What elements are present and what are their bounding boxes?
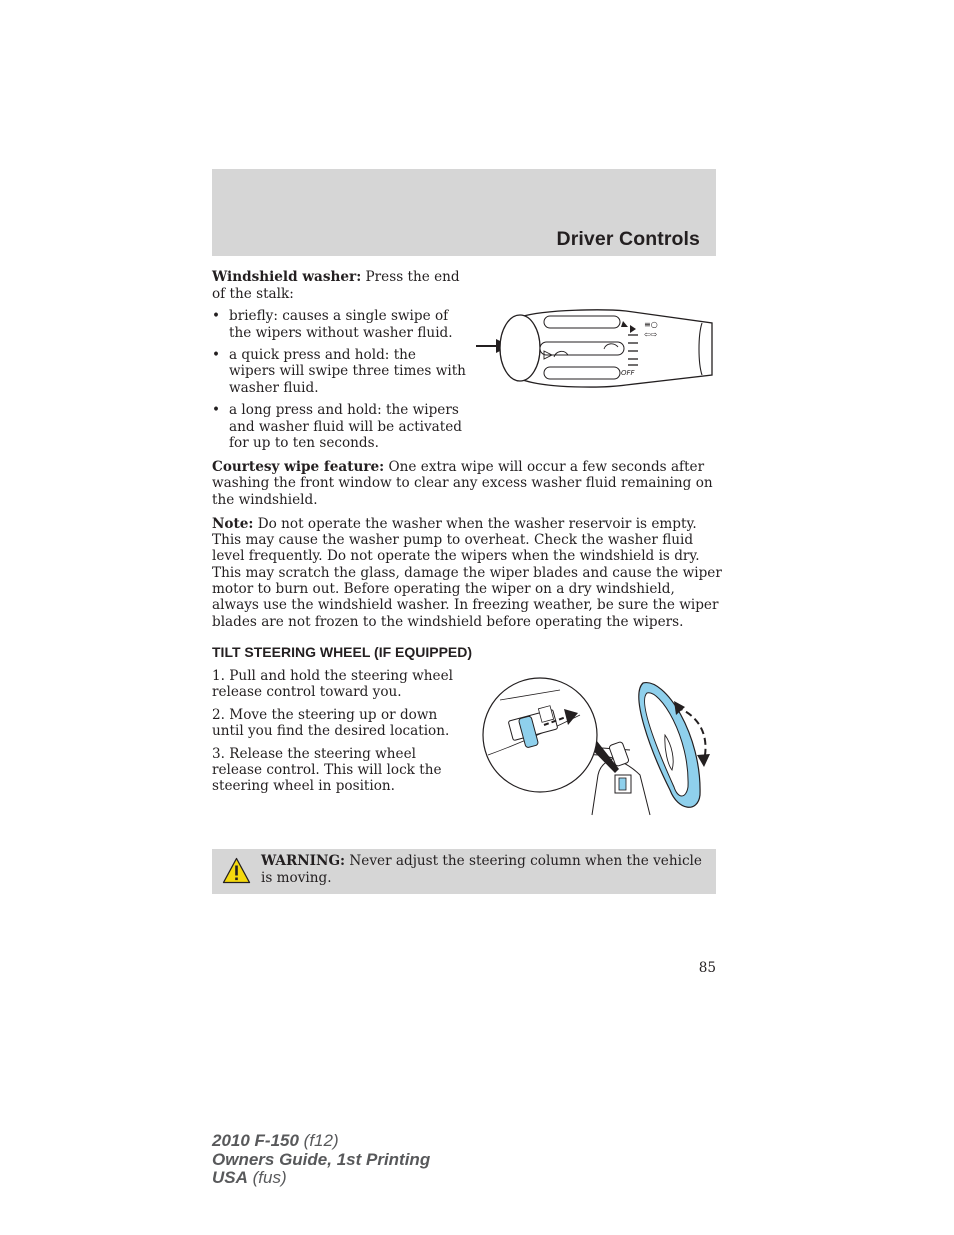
note-line3: level frequently. Do not operate the wipers when the windshield is dry.: [212, 548, 700, 564]
note-line7: blades are not frozen to the windshield before operating the wipers.: [212, 614, 684, 630]
bullet-dot: •: [212, 402, 221, 418]
note-label: Note:: [212, 516, 254, 532]
courtesy-line1: Courtesy wipe feature: One extra wipe will occur a few seconds after: [212, 459, 705, 475]
off-label: OFF: [621, 369, 635, 377]
washer-intro-line2: of the stalk:: [212, 286, 294, 302]
bullet-1-line2: the wipers without washer fluid.: [229, 325, 453, 341]
bullet-3-line2: and washer fluid will be activated: [229, 419, 462, 435]
footer-line-2: Owners Guide, 1st Printing: [212, 1149, 431, 1169]
note-line1: Note: Do not operate the washer when the washer reservoir is empty.: [212, 516, 697, 532]
bullet-dot: •: [212, 308, 221, 324]
washer-label: Windshield washer:: [212, 269, 362, 285]
bullet-3-line3: for up to ten seconds.: [229, 435, 379, 451]
bullet-1-line1: briefly: causes a single swipe of: [229, 308, 449, 324]
wiper-stalk-illustration: [476, 305, 718, 393]
section-title: Driver Controls: [556, 228, 700, 250]
footer: [212, 1132, 430, 1188]
warning-label: WARNING:: [261, 853, 346, 869]
svg-text:⇦⇨: ⇦⇨: [644, 330, 658, 339]
bullet-2-line2: wipers will swipe three times with: [229, 363, 466, 379]
warning-box: [212, 849, 716, 894]
footer-line-1: 2010 F-150 (f12): [212, 1131, 339, 1150]
note-line5: motor to burn out. Before operating the wiper on a dry windshield,: [212, 581, 675, 597]
bullet-2-line3: washer fluid.: [229, 380, 319, 396]
tilt-heading: TILT STEERING WHEEL (IF EQUIPPED): [212, 644, 473, 660]
washer-intro-line1: Press the end: [361, 269, 460, 285]
step-1-line1: 1. Pull and hold the steering wheel: [212, 668, 453, 684]
page-number: 85: [698, 960, 716, 976]
warning-icon: [222, 857, 251, 884]
step-2-line2: until you find the desired location.: [212, 723, 450, 739]
step-1-line2: release control toward you.: [212, 684, 402, 700]
footer-line-3: USA (fus): [212, 1168, 287, 1187]
tilt-steering-illustration: [480, 675, 720, 820]
courtesy-label: Courtesy wipe feature:: [212, 459, 385, 475]
bullet-3-line1: a long press and hold: the wipers: [229, 402, 459, 418]
courtesy-line3: the windshield.: [212, 492, 318, 508]
washer-intro: [212, 269, 460, 285]
warning-line1: WARNING: Never adjust the steering column when the vehicle: [261, 853, 702, 869]
warning-line2: is moving.: [261, 870, 332, 886]
step-3-line2: release control. This will lock the: [212, 762, 442, 778]
note-line2: This may cause the washer pump to overheat. Check the washer fluid: [212, 532, 694, 548]
courtesy-line2: washing the front window to clear any excess washer fluid remaining on: [212, 475, 713, 491]
step-2-line1: 2. Move the steering up or down: [212, 707, 438, 723]
step-3-line3: steering wheel in position.: [212, 778, 396, 794]
step-3-line1: 3. Release the steering wheel: [212, 746, 416, 762]
note-line4: This may scratch the glass, damage the wiper blades and cause the wiper: [212, 565, 722, 581]
bullet-dot: •: [212, 347, 221, 363]
section-header: [212, 169, 716, 256]
note-line6: always use the windshield washer. In freezing weather, be sure the wiper: [212, 597, 719, 613]
svg-text:≡○: ≡○: [644, 320, 658, 329]
bullet-2-line1: a quick press and hold: the: [229, 347, 416, 363]
